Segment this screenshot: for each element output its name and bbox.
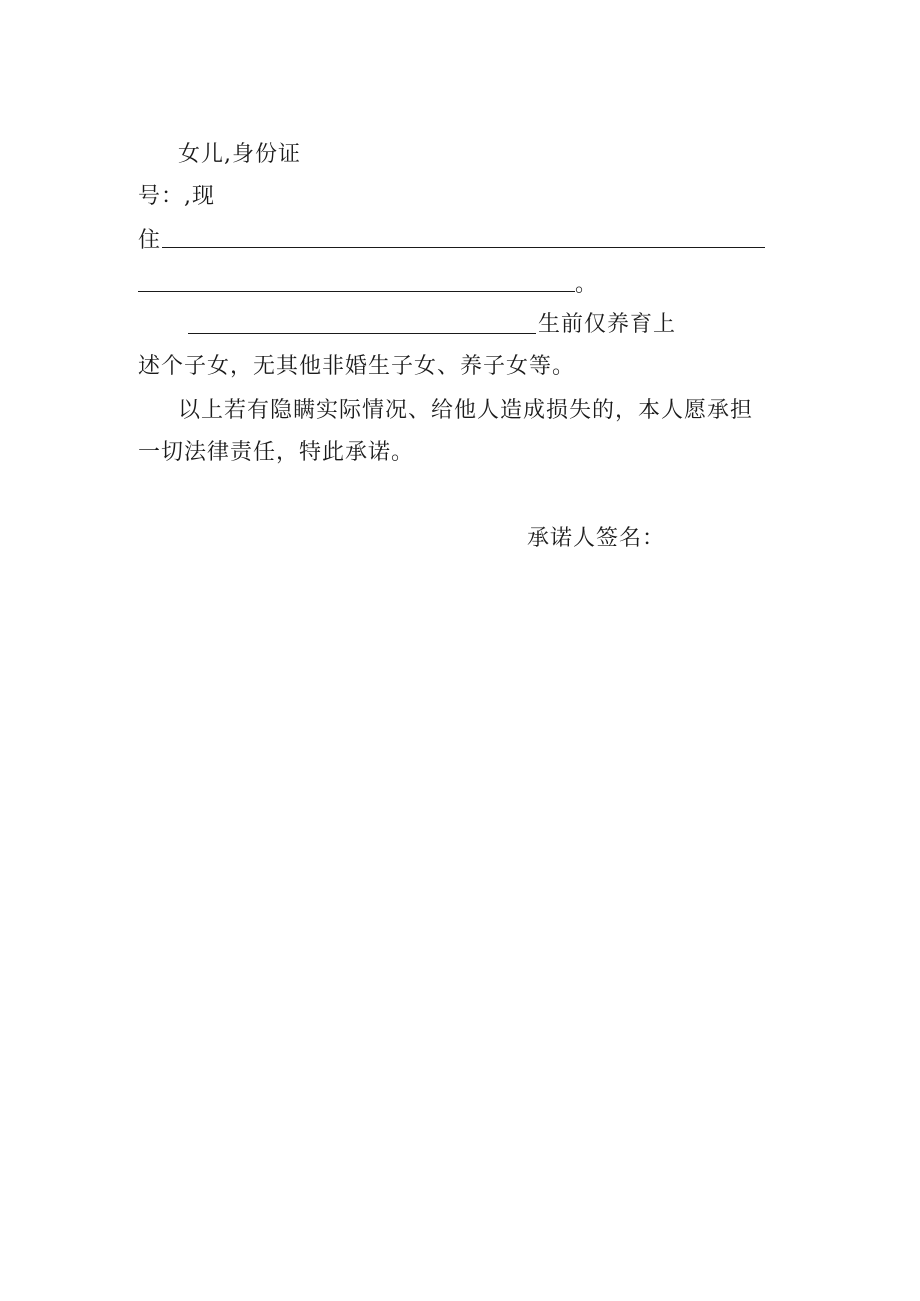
text-line-residence bbox=[138, 226, 161, 256]
pledge-text: 一切法律责任，特此承诺。 bbox=[138, 440, 415, 465]
no-other-children-text: 述个子女，无其他非婚生子女、养子女等。 bbox=[138, 354, 576, 379]
text-line-raised-children bbox=[538, 310, 676, 340]
signature-line bbox=[527, 524, 665, 554]
residence-end-period: 。 bbox=[575, 272, 599, 297]
text-line-residence-end bbox=[575, 270, 598, 300]
residence-blank-line[interactable] bbox=[162, 247, 765, 248]
id-number-text: 号：,现 bbox=[138, 184, 215, 209]
text-line-liability bbox=[178, 396, 753, 426]
text-line-pledge bbox=[138, 438, 414, 468]
deceased-name-blank-line[interactable] bbox=[188, 333, 536, 334]
signature-label: 承诺人签名： bbox=[527, 526, 666, 551]
liability-text: 以上若有隐瞒实际情况、给他人造成损失的，本人愿承担 bbox=[178, 398, 754, 423]
residence-continued-blank-line[interactable] bbox=[138, 291, 575, 292]
daughter-id-text: 女儿,身份证 bbox=[178, 142, 301, 167]
raised-children-text: 生前仅养育上 bbox=[538, 312, 677, 337]
residence-prefix: 住 bbox=[138, 228, 162, 253]
text-line-no-other-children bbox=[138, 352, 575, 382]
text-line-daughter-id bbox=[178, 140, 301, 170]
text-line-id-number bbox=[138, 182, 215, 212]
